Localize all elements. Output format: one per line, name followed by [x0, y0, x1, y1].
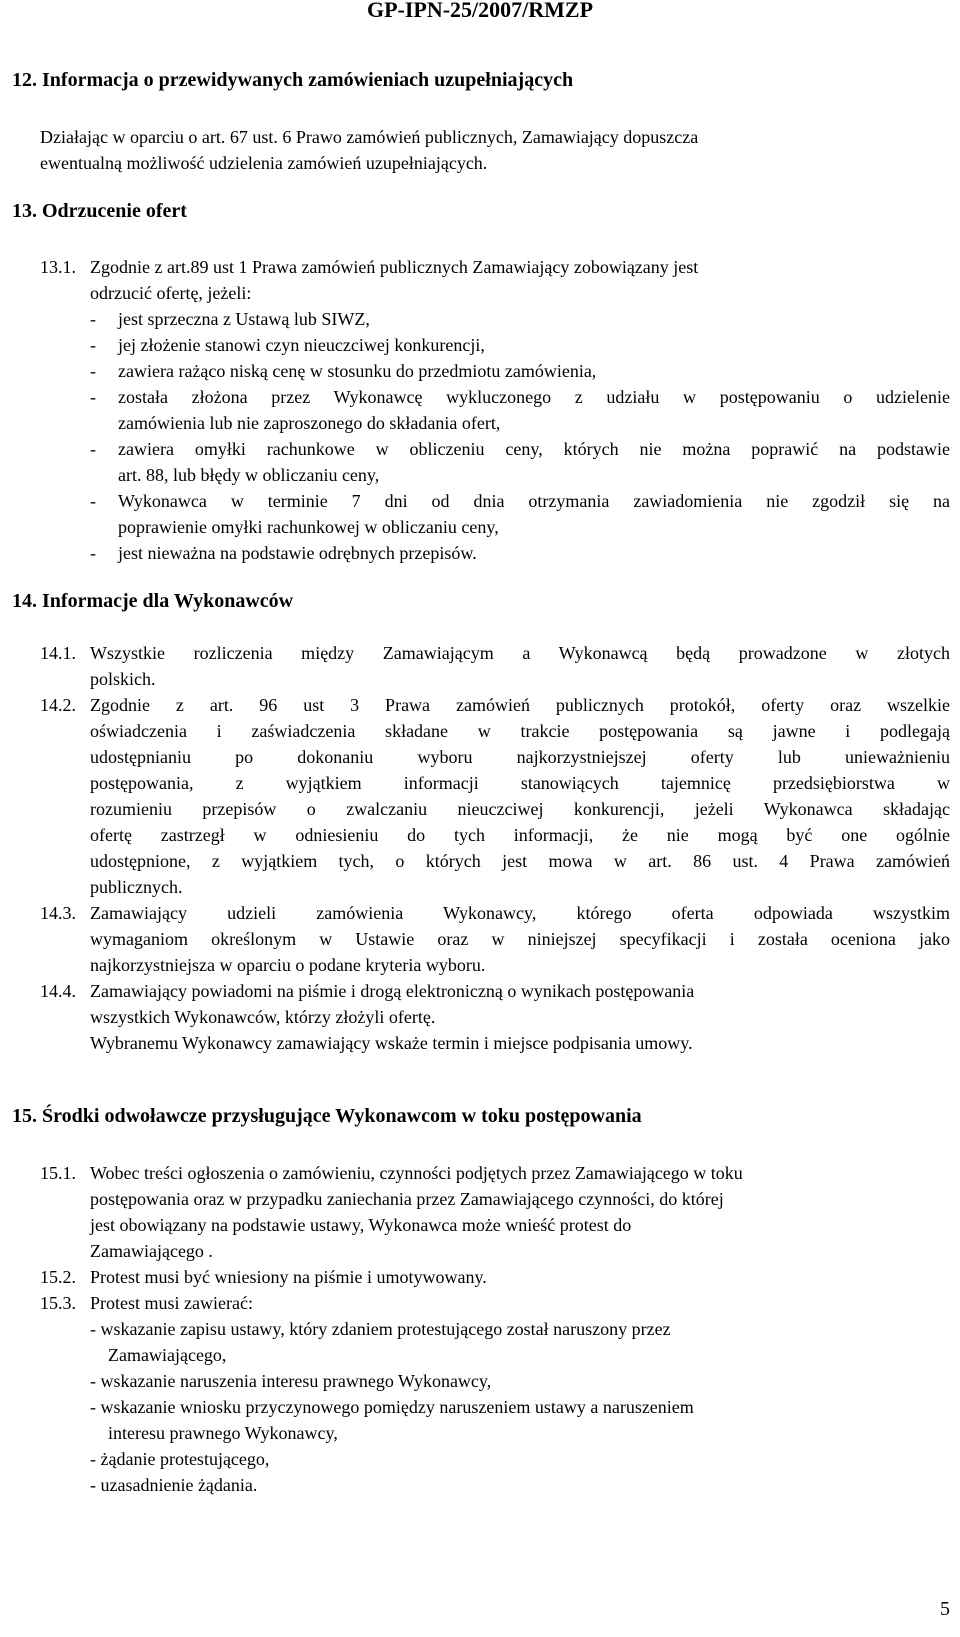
- para-15-1-line-4: Zamawiającego .: [90, 1241, 213, 1261]
- list-dash: -: [90, 439, 96, 459]
- section-15-heading: 15. Środki odwoławcze przysługujące Wykonawcom w toku postępowania: [12, 1105, 642, 1127]
- section-12-heading: 12. Informacja o przewidywanych zamówieniach uzupełniających: [12, 69, 574, 91]
- protest-item-3-line-1: - wskazanie wniosku przyczynowego pomiędzy naruszeniem ustawy a naruszeniem: [90, 1397, 694, 1417]
- para-13-1-line-1: Zgodnie z art.89 ust 1 Prawa zamówień publicznych Zamawiający zobowiązany jest: [90, 257, 699, 277]
- para-15-2-text: Protest musi być wniesiony na piśmie i umotywowany.: [90, 1267, 487, 1287]
- para-14-2-line-3: udostępnianiu po dokonaniu wyboru najkorzystniejszej oferty lub unieważnieniu: [90, 747, 950, 767]
- reject-item-2: jej złożenie stanowi czyn nieuczciwej konkurencji,: [118, 335, 485, 355]
- list-dash: -: [90, 361, 96, 381]
- protest-item-2: - wskazanie naruszenia interesu prawnego Wykonawcy,: [90, 1371, 492, 1391]
- para-14-2-line-2: oświadczenia i zaświadczenia składane w trakcie postępowania są jawne i podlegają: [90, 721, 950, 741]
- reject-item-5-line-1: zawiera omyłki rachunkowe w obliczeniu ceny, których nie można poprawić na podstawie: [118, 439, 950, 459]
- section-14-heading: 14. Informacje dla Wykonawców: [12, 590, 294, 612]
- reject-item-7: jest nieważna na podstawie odrębnych przepisów.: [118, 543, 477, 563]
- list-dash: -: [90, 543, 96, 563]
- para-14-2-line-1: Zgodnie z art. 96 ust 3 Prawa zamówień publicznych protokół, oferty oraz wszelkie: [90, 695, 950, 715]
- protest-item-1-line-2: Zamawiającego,: [108, 1345, 227, 1365]
- para-14-2-line-6: ofertę zastrzegł w odniesieniu do tych informacji, że nie mogą być one ogólnie: [90, 825, 950, 845]
- reject-item-5-line-2: art. 88, lub błędy w obliczaniu ceny,: [118, 465, 380, 485]
- page-number: 5: [940, 1598, 950, 1620]
- para-15-1-number: 15.1.: [40, 1163, 76, 1183]
- para-14-3-number: 14.3.: [40, 903, 76, 923]
- para-14-4-line-3: Wybranemu Wykonawcy zamawiający wskaże termin i miejsce podpisania umowy.: [90, 1033, 693, 1053]
- para-14-4-number: 14.4.: [40, 981, 76, 1001]
- list-dash: -: [90, 335, 96, 355]
- section-13-heading: 13. Odrzucenie ofert: [12, 200, 187, 222]
- para-14-1-line-1: Wszystkie rozliczenia między Zamawiającym a Wykonawcą będą prowadzone w złotych: [90, 643, 950, 663]
- para-14-2-line-5: rozumieniu przepisów o zwalczaniu nieuczciwej konkurencji, jeżeli Wykonawca składając: [90, 799, 950, 819]
- para-13-1-number: 13.1.: [40, 257, 76, 277]
- protest-item-1-line-1: - wskazanie zapisu ustawy, który zdaniem protestującego został naruszony przez: [90, 1319, 671, 1339]
- para-15-3-number: 15.3.: [40, 1293, 76, 1313]
- para-15-2-number: 15.2.: [40, 1267, 76, 1287]
- reject-item-1: jest sprzeczna z Ustawą lub SIWZ,: [118, 309, 370, 329]
- reject-item-6-line-2: poprawienie omyłki rachunkowej w obliczaniu ceny,: [118, 517, 499, 537]
- reject-item-4-line-1: została złożona przez Wykonawcę wykluczonego z udziału w postępowaniu o udzielenie: [118, 387, 950, 407]
- reject-item-4-line-2: zamówienia lub nie zaproszonego do składania ofert,: [118, 413, 501, 433]
- para-14-3-line-1: Zamawiający udzieli zamówienia Wykonawcy, którego oferta odpowiada wszystkim: [90, 903, 950, 923]
- para-14-3-line-2: wymaganiom określonym w Ustawie oraz w niniejszej specyfikacji i została oceniona jako: [90, 929, 950, 949]
- para-14-1-number: 14.1.: [40, 643, 76, 663]
- para-14-1-line-2: polskich.: [90, 669, 156, 689]
- para-14-2-line-7: udostępnione, z wyjątkiem tych, o których jest mowa w art. 86 ust. 4 Prawa zamówień: [90, 851, 950, 871]
- list-dash: -: [90, 387, 96, 407]
- list-dash: -: [90, 491, 96, 511]
- para-14-2-number: 14.2.: [40, 695, 76, 715]
- para-14-4-line-1: Zamawiający powiadomi na piśmie i drogą elektroniczną o wynikach postępowania: [90, 981, 695, 1001]
- reject-item-3: zawiera rażąco niską cenę w stosunku do przedmiotu zamówienia,: [118, 361, 597, 381]
- protest-item-4: - żądanie protestującego,: [90, 1449, 270, 1469]
- para-15-1-line-3: jest obowiązany na podstawie ustawy, Wykonawca może wnieść protest do: [90, 1215, 632, 1235]
- para-15-1-line-2: postępowania oraz w przypadku zaniechania przez Zamawiającego czynności, do której: [90, 1189, 724, 1209]
- para-14-2-line-4: postępowania, z wyjątkiem informacji stanowiących tajemnicę przedsiębiorstwa w: [90, 773, 950, 793]
- para-14-3-line-3: najkorzystniejsza w oparciu o podane kryteria wyboru.: [90, 955, 486, 975]
- para-13-1-line-2: odrzucić ofertę, jeżeli:: [90, 283, 252, 303]
- section-12-line-2: ewentualną możliwość udzielenia zamówień uzupełniających.: [40, 153, 488, 173]
- document-id-header: GP-IPN-25/2007/RMZP: [366, 0, 594, 22]
- section-12-line-1: Działając w oparciu o art. 67 ust. 6 Prawo zamówień publicznych, Zamawiający dopuszcza: [40, 127, 699, 147]
- para-14-2-line-8: publicznych.: [90, 877, 183, 897]
- para-14-4-line-2: wszystkich Wykonawców, którzy złożyli ofertę.: [90, 1007, 436, 1027]
- para-15-3-text: Protest musi zawierać:: [90, 1293, 253, 1313]
- protest-item-5: - uzasadnienie żądania.: [90, 1475, 258, 1495]
- list-dash: -: [90, 309, 96, 329]
- reject-item-6-line-1: Wykonawca w terminie 7 dni od dnia otrzymania zawiadomienia nie zgodził się na: [118, 491, 950, 511]
- protest-item-3-line-2: interesu prawnego Wykonawcy,: [108, 1423, 338, 1443]
- para-15-1-line-1: Wobec treści ogłoszenia o zamówieniu, czynności podjętych przez Zamawiającego w toku: [90, 1163, 743, 1183]
